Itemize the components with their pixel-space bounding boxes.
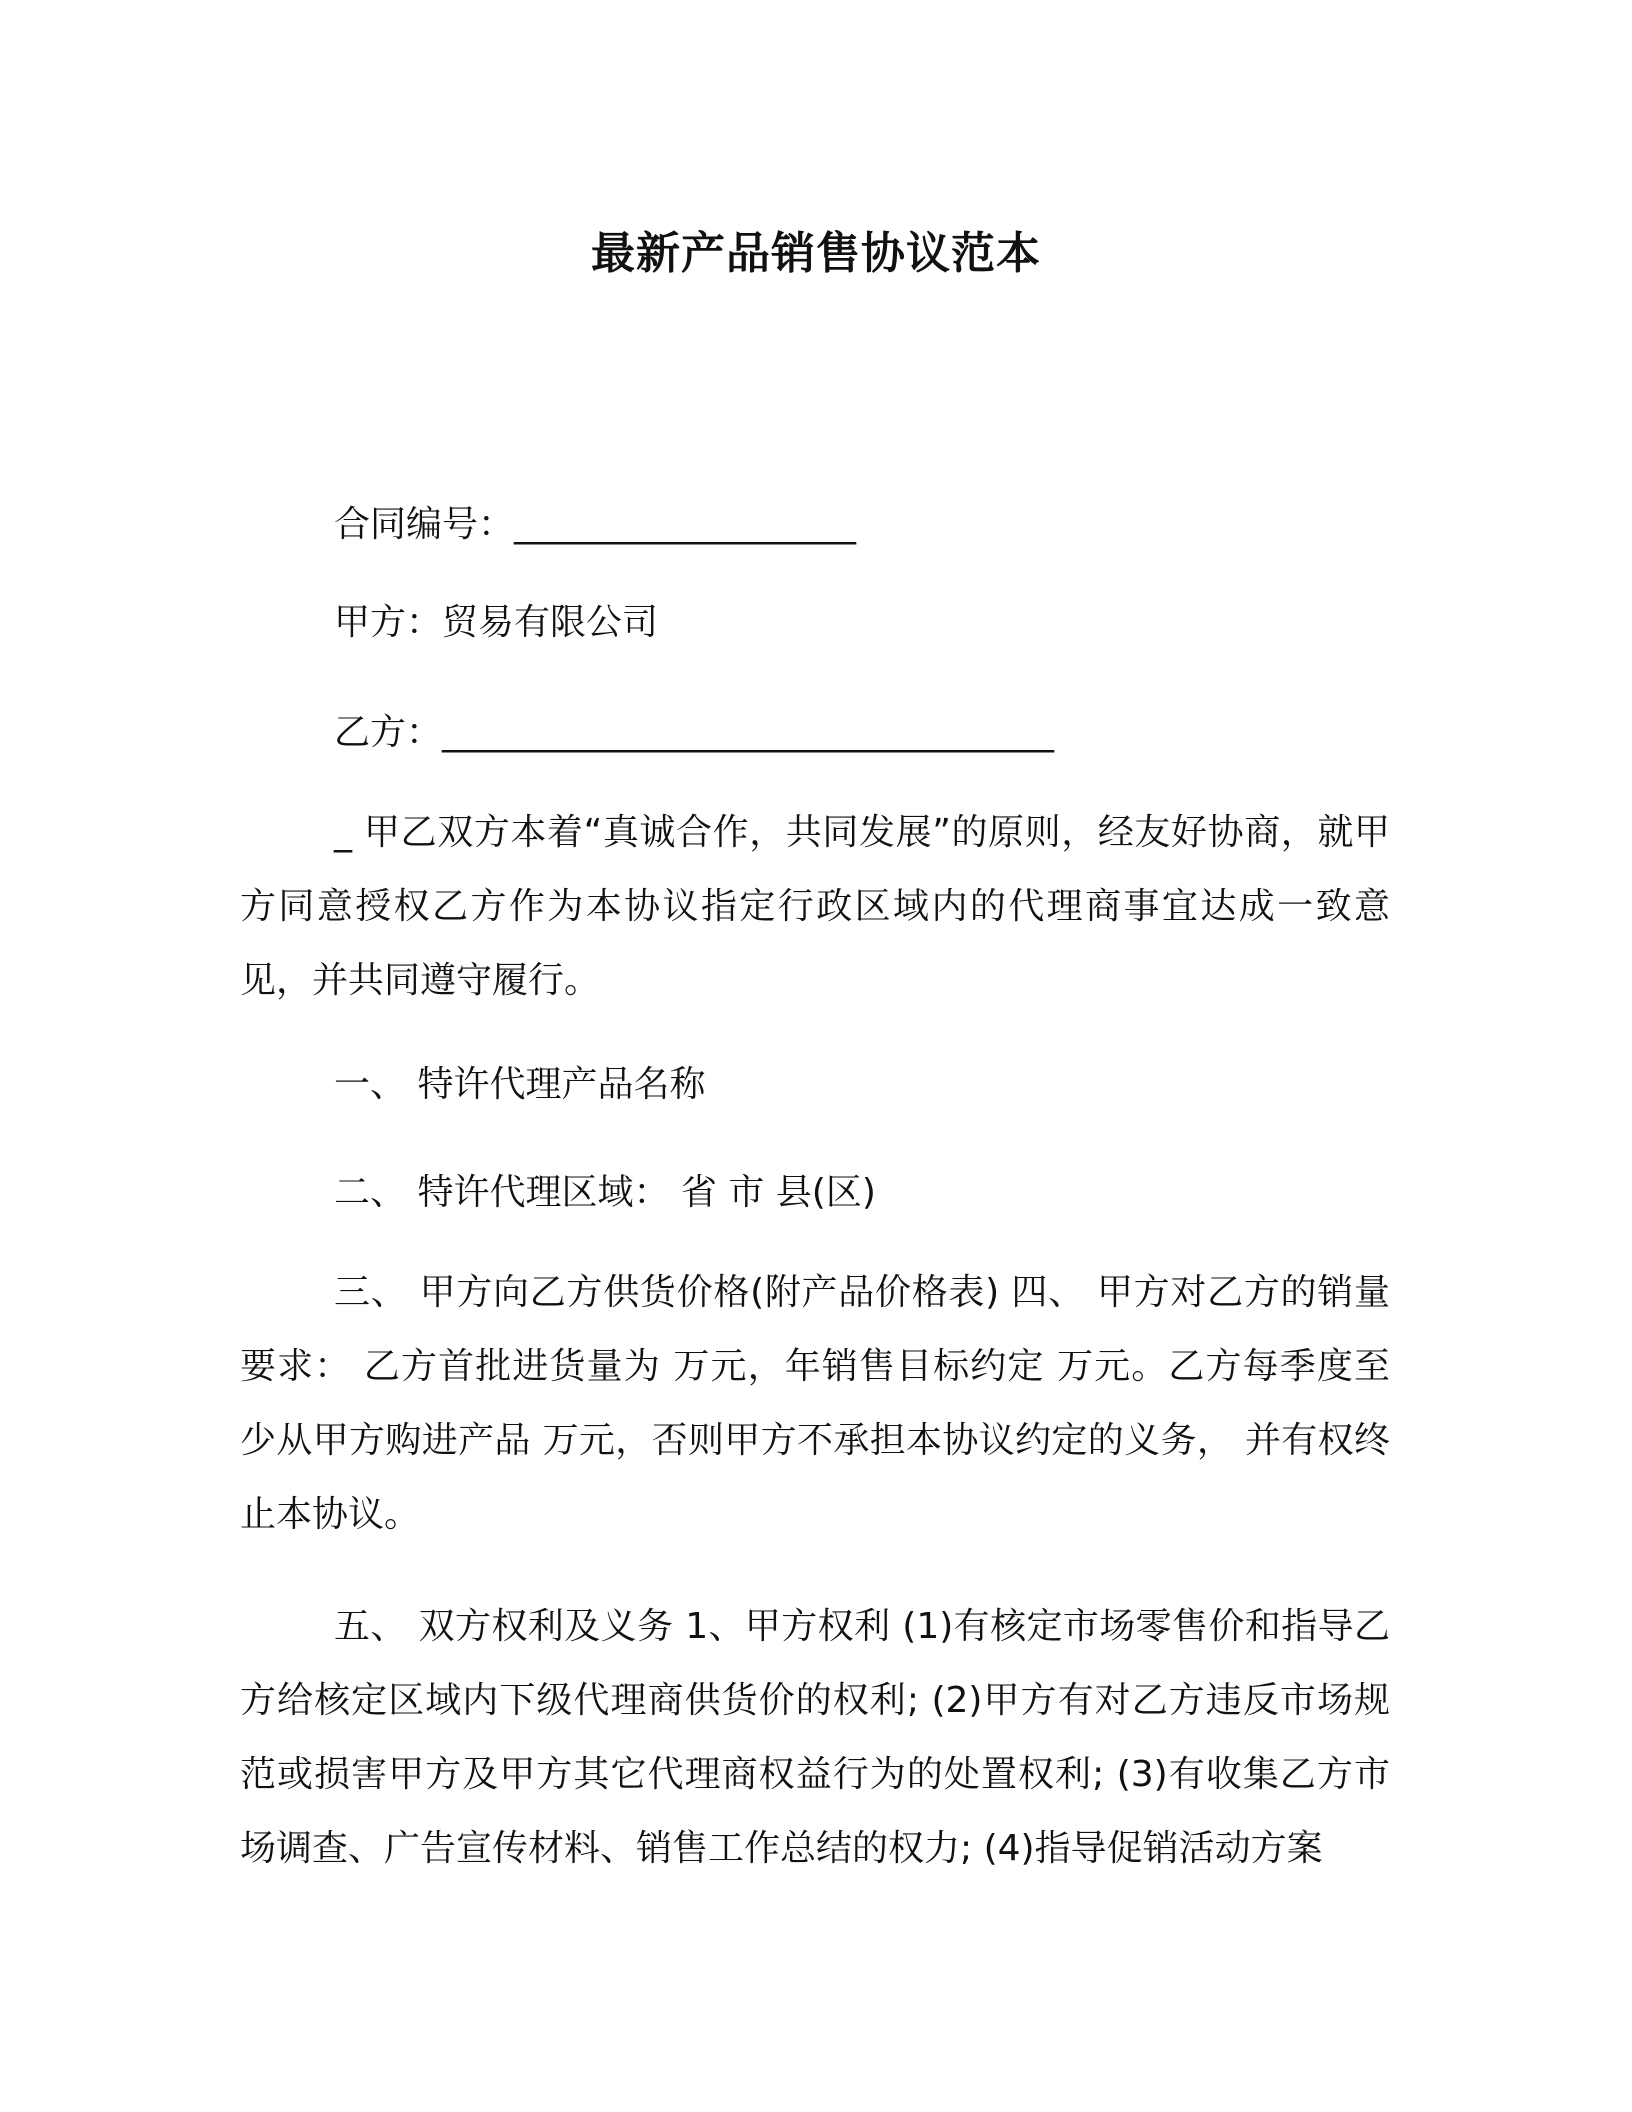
party-a-field: [334, 598, 658, 648]
section-1-heading: 一、 特许代理产品名称: [334, 1064, 706, 1105]
contract-number-label: 合同编号：: [334, 504, 515, 545]
contract-number-value: ___________________: [514, 504, 857, 545]
party-b-label: 乙方：: [334, 712, 443, 753]
contract-number-field: [334, 500, 856, 550]
section-3-4-paragraph: 三、 甲方向乙方供货价格(附产品价格表) 四、 甲方对乙方的销量要求： 乙方首批进货量为 万元，年销售目标约定 万元。乙方每季度至少从甲方购进产品 万元，否则甲方不承担本协议约定的义务， 并有权终止本协议。: [240, 1272, 1390, 1535]
section-5-paragraph: 五、 双方权利及义务 1、甲方权利 (1)有核定市场零售价和指导乙方给核定区域内下级代理商供货价的权利; (2)甲方有对乙方违反市场规范或损害甲方及甲方其它代理商权益行为的处置权利; (3)有收集乙方市场调查、广告宣传材料、销售工作总结的权力; (4)指导促销活动方案: [240, 1606, 1390, 1869]
intro-paragraph: _ 甲乙双方本着“真诚合作，共同发展”的原则，经友好协商，就甲方同意授权乙方作为本协议指定行政区域内的代理商事宜达成一致意见，并共同遵守履行。: [240, 812, 1390, 1001]
party-b-field: [334, 708, 1054, 758]
party-a-label: 甲方：: [334, 602, 443, 643]
document-title: 最新产品销售协议范本: [591, 228, 1041, 279]
party-a-value: 贸易有限公司: [442, 602, 659, 643]
section-2-heading: 二、 特许代理区域： 省 市 县(区): [334, 1172, 876, 1213]
party-b-value: __________________________________: [442, 712, 1055, 753]
